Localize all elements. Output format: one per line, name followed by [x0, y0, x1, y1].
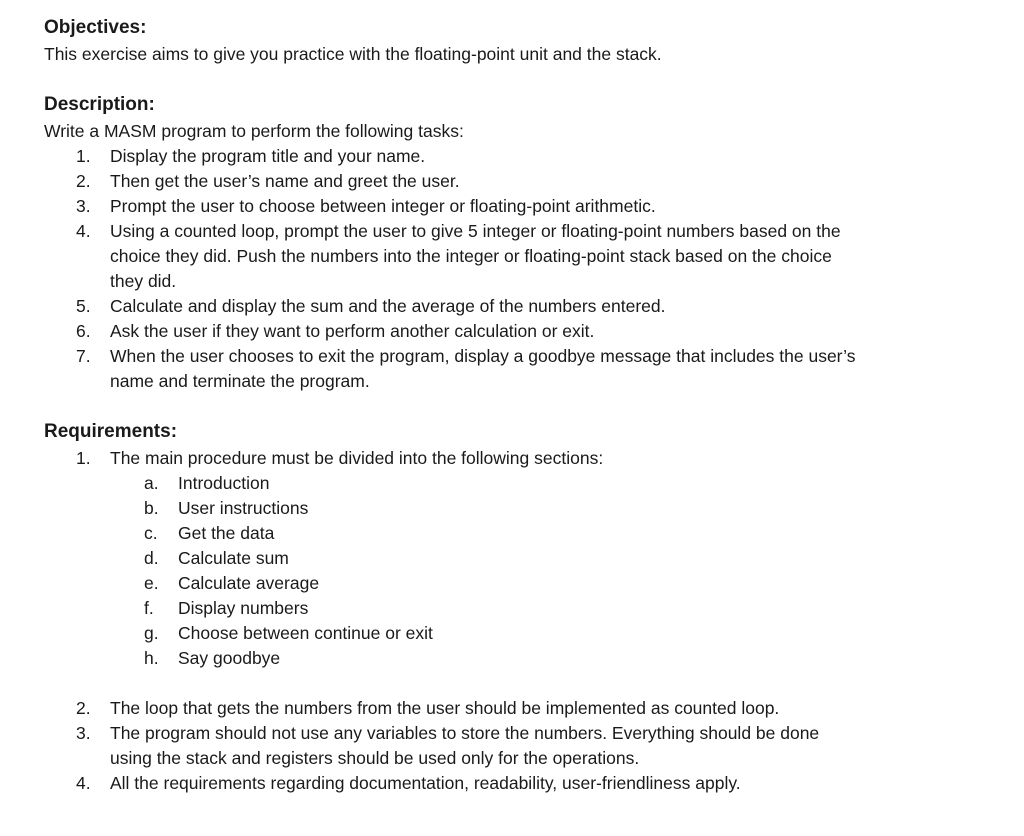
section-item-g	[144, 621, 433, 646]
list-marker: h.	[144, 648, 159, 668]
list-marker: f.	[144, 598, 154, 618]
list-marker: 7.	[76, 346, 91, 366]
section-item-d	[144, 546, 289, 571]
list-item-line: they did.	[110, 271, 177, 291]
list-marker: 3.	[76, 196, 91, 216]
list-item-line: The program should not use any variables to store the numbers. Everything should be done	[110, 723, 820, 743]
requirement-item-2	[76, 696, 936, 721]
requirement-item-1	[76, 446, 936, 471]
list-marker: 1.	[76, 448, 91, 468]
description-item-6	[76, 319, 936, 344]
section-item-b	[144, 496, 308, 521]
list-item-line: When the user chooses to exit the program, display a goodbye message that includes the user’s	[110, 346, 856, 366]
list-item-line: Using a counted loop, prompt the user to give 5 integer or floating-point numbers based on the	[110, 221, 841, 241]
list-item-line: Prompt the user to choose between integer or floating-point arithmetic.	[110, 196, 656, 216]
list-marker: b.	[144, 498, 159, 518]
list-item-line: name and terminate the program.	[110, 371, 370, 391]
list-item-line: Display the program title and your name.	[110, 146, 426, 166]
description-item-5	[76, 294, 936, 319]
list-item-line: using the stack and registers should be used only for the operations.	[110, 748, 640, 768]
section-item-f	[144, 596, 308, 621]
section-item-e	[144, 571, 319, 596]
section-item-a	[144, 471, 269, 496]
section-label: Say goodbye	[178, 648, 281, 668]
section-label: Choose between continue or exit	[178, 623, 433, 643]
list-marker: 4.	[76, 773, 91, 793]
section-label: Introduction	[178, 473, 270, 493]
list-marker: e.	[144, 573, 159, 593]
description-item-4	[76, 219, 936, 294]
list-item-line: All the requirements regarding documentation, readability, user-friendliness apply.	[110, 773, 741, 793]
list-marker: 2.	[76, 698, 91, 718]
list-marker: 1.	[76, 146, 91, 166]
requirement-item-3	[76, 721, 936, 771]
list-marker: 3.	[76, 723, 91, 743]
list-item-line: choice they did. Push the numbers into the integer or floating-point stack based on the choice	[110, 246, 832, 266]
description-item-2	[76, 169, 936, 194]
description-item-1	[76, 144, 936, 169]
list-item-line: The loop that gets the numbers from the user should be implemented as counted loop.	[110, 698, 780, 718]
section-label: Get the data	[178, 523, 275, 543]
description-item-7	[76, 344, 936, 394]
section-label: Display numbers	[178, 598, 309, 618]
requirements-heading: Requirements:	[44, 421, 178, 442]
list-marker: g.	[144, 623, 159, 643]
list-item-line: Ask the user if they want to perform another calculation or exit.	[110, 321, 595, 341]
objectives-text: This exercise aims to give you practice with the floating-point unit and the stack.	[44, 44, 662, 64]
list-marker: 2.	[76, 171, 91, 191]
objectives-heading: Objectives:	[44, 17, 147, 38]
list-item-line: Calculate and display the sum and the average of the numbers entered.	[110, 296, 666, 316]
section-label: Calculate average	[178, 573, 320, 593]
description-item-3	[76, 194, 936, 219]
section-label: Calculate sum	[178, 548, 289, 568]
section-item-h	[144, 646, 280, 671]
requirement-item-4	[76, 771, 936, 796]
section-item-c	[144, 521, 274, 546]
list-item-line: The main procedure must be divided into the following sections:	[110, 448, 604, 468]
list-marker: c.	[144, 523, 158, 543]
list-marker: 6.	[76, 321, 91, 341]
list-marker: d.	[144, 548, 159, 568]
section-label: User instructions	[178, 498, 309, 518]
list-item-line: Then get the user’s name and greet the user.	[110, 171, 460, 191]
list-marker: 4.	[76, 221, 91, 241]
list-marker: 5.	[76, 296, 91, 316]
description-intro: Write a MASM program to perform the following tasks:	[44, 121, 464, 141]
list-marker: a.	[144, 473, 159, 493]
description-heading: Description:	[44, 94, 155, 115]
